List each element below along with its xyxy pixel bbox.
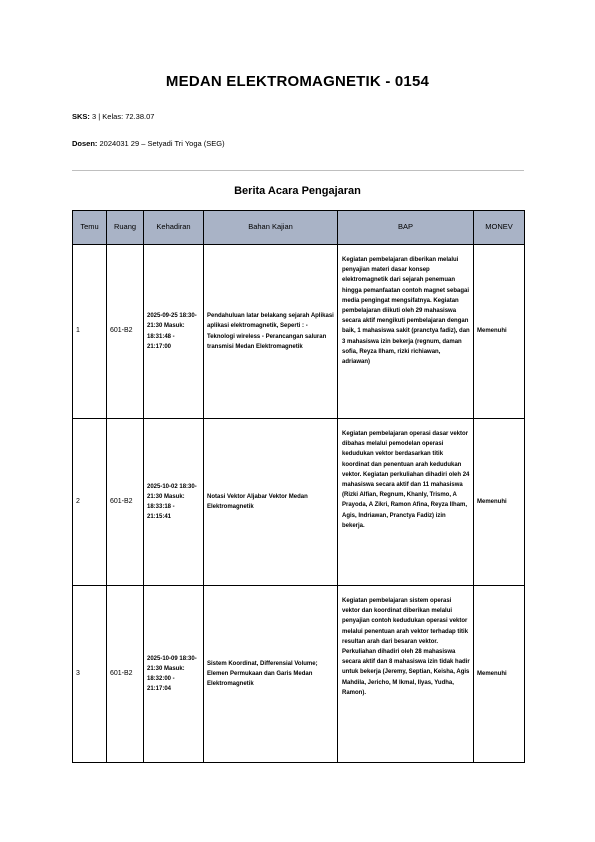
table-row (73, 419, 525, 586)
section-title: Berita Acara Pengajaran (234, 185, 361, 197)
col-header-monev: MONEV (474, 211, 525, 245)
col-header-kehadiran: Kehadiran (144, 211, 204, 245)
cell-kehadiran: 2025-10-09 18:30-21:30 Masuk: 18:32:00 - 21:17:04 (144, 586, 204, 763)
col-header-bap: BAP (338, 211, 474, 245)
col-header-bahan-kajian: Bahan Kajian (204, 211, 338, 245)
cell-ruang: 601-B2 (107, 245, 144, 419)
cell-temu: 2 (73, 419, 107, 586)
cell-temu: 1 (73, 245, 107, 419)
cell-bap: Kegiatan pembelajaran operasi dasar vektor dibahas melalui pemodelan operasi kedudukan vektor berdasarkan titik koordinat dan penentuan arah kedudukan vektor. Kegiatan perkuliahan dihadiri oleh 24 mahasiswa secara aktif dan 11 mahasiswa (Rizki Alfian, Regnum, Khanly, Trismo, A Prayoda, A Zikri, Ramon Afina, Reyza Ilham, Agis, Indriawan, Pranctya Fadiz) izin bekerja. (338, 419, 474, 586)
dosen-label: Dosen: (72, 139, 98, 148)
cell-kehadiran: 2025-09-25 18:30-21:30 Masuk: 18:31:48 - 21:17:00 (144, 245, 204, 419)
sks-label: SKS: (72, 112, 90, 121)
table-row (73, 586, 525, 763)
cell-bap: Kegiatan pembelajaran sistem operasi vektor dan koordinat diberikan melalui penyajian contoh kedudukan operasi vektor melalui penentuan arah vektor terhadap titik resultan arah dari besaran vektor. Perkuliahan dihadiri oleh 28 mahasiswa secara aktif dan 8 mahasiswa izin tidak hadir untuk bekerja (Jeremy, Septian, Keisha, Agis Mahdila, Jericho, M Ikmal, Ilyas, Yudha, Ramon). (338, 586, 474, 763)
cell-ruang: 601-B2 (107, 586, 144, 763)
cell-bahan-kajian: Notasi Vektor Aljabar Vektor Medan Elektromagnetik (204, 419, 338, 586)
cell-ruang: 601-B2 (107, 419, 144, 586)
document-title: MEDAN ELEKTROMAGNETIK - 0154 (165, 73, 430, 90)
sks-value: 3 | Kelas: 72.38.07 (92, 112, 155, 121)
bap-table (72, 210, 525, 763)
cell-monev: Memenuhi (474, 245, 525, 419)
dosen-value: 2024031 29 – Setyadi Tri Yoga (SEG) (99, 139, 225, 148)
table-row (73, 245, 525, 419)
cell-monev: Memenuhi (474, 419, 525, 586)
cell-bap: Kegiatan pembelajaran diberikan melalui penyajian materi dasar konsep elektromagnetik dari sejarah penemuan hingga pemanfaatan contoh magnet sebagai media pengingat mengsifatnya. Kegiatan pembelajaran diikuti oleh 29 mahasiswa secara aktif mengikuti pembelajaran dengan baik, 1 mahasiswa sakit (pranctya fadiz), dan 3 mahasiswa izin bekerja (regnum, daman sofia, Reyza Ilham, rizki richiawan, adriawan) (338, 245, 474, 419)
cell-temu: 3 (73, 586, 107, 763)
col-header-ruang: Ruang (107, 211, 144, 245)
col-header-temu: Temu (73, 211, 107, 245)
cell-bahan-kajian: Sistem Koordinat, Differensial Volume; Elemen Permukaan dan Garis Medan Elektromagnetik (204, 586, 338, 763)
dosen-line (72, 139, 225, 148)
cell-monev: Memenuhi (474, 586, 525, 763)
cell-kehadiran: 2025-10-02 18:30-21:30 Masuk: 18:33:18 - 21:15:41 (144, 419, 204, 586)
cell-bahan-kajian: Pendahuluan latar belakang sejarah Aplikasi aplikasi elektromagnetik, Seperti : - Teknologi wireless - Perancangan saluran transmisi Medan Elektromagnetik (204, 245, 338, 419)
table-header-row (73, 211, 525, 245)
divider (72, 170, 524, 171)
sks-line (72, 112, 154, 121)
